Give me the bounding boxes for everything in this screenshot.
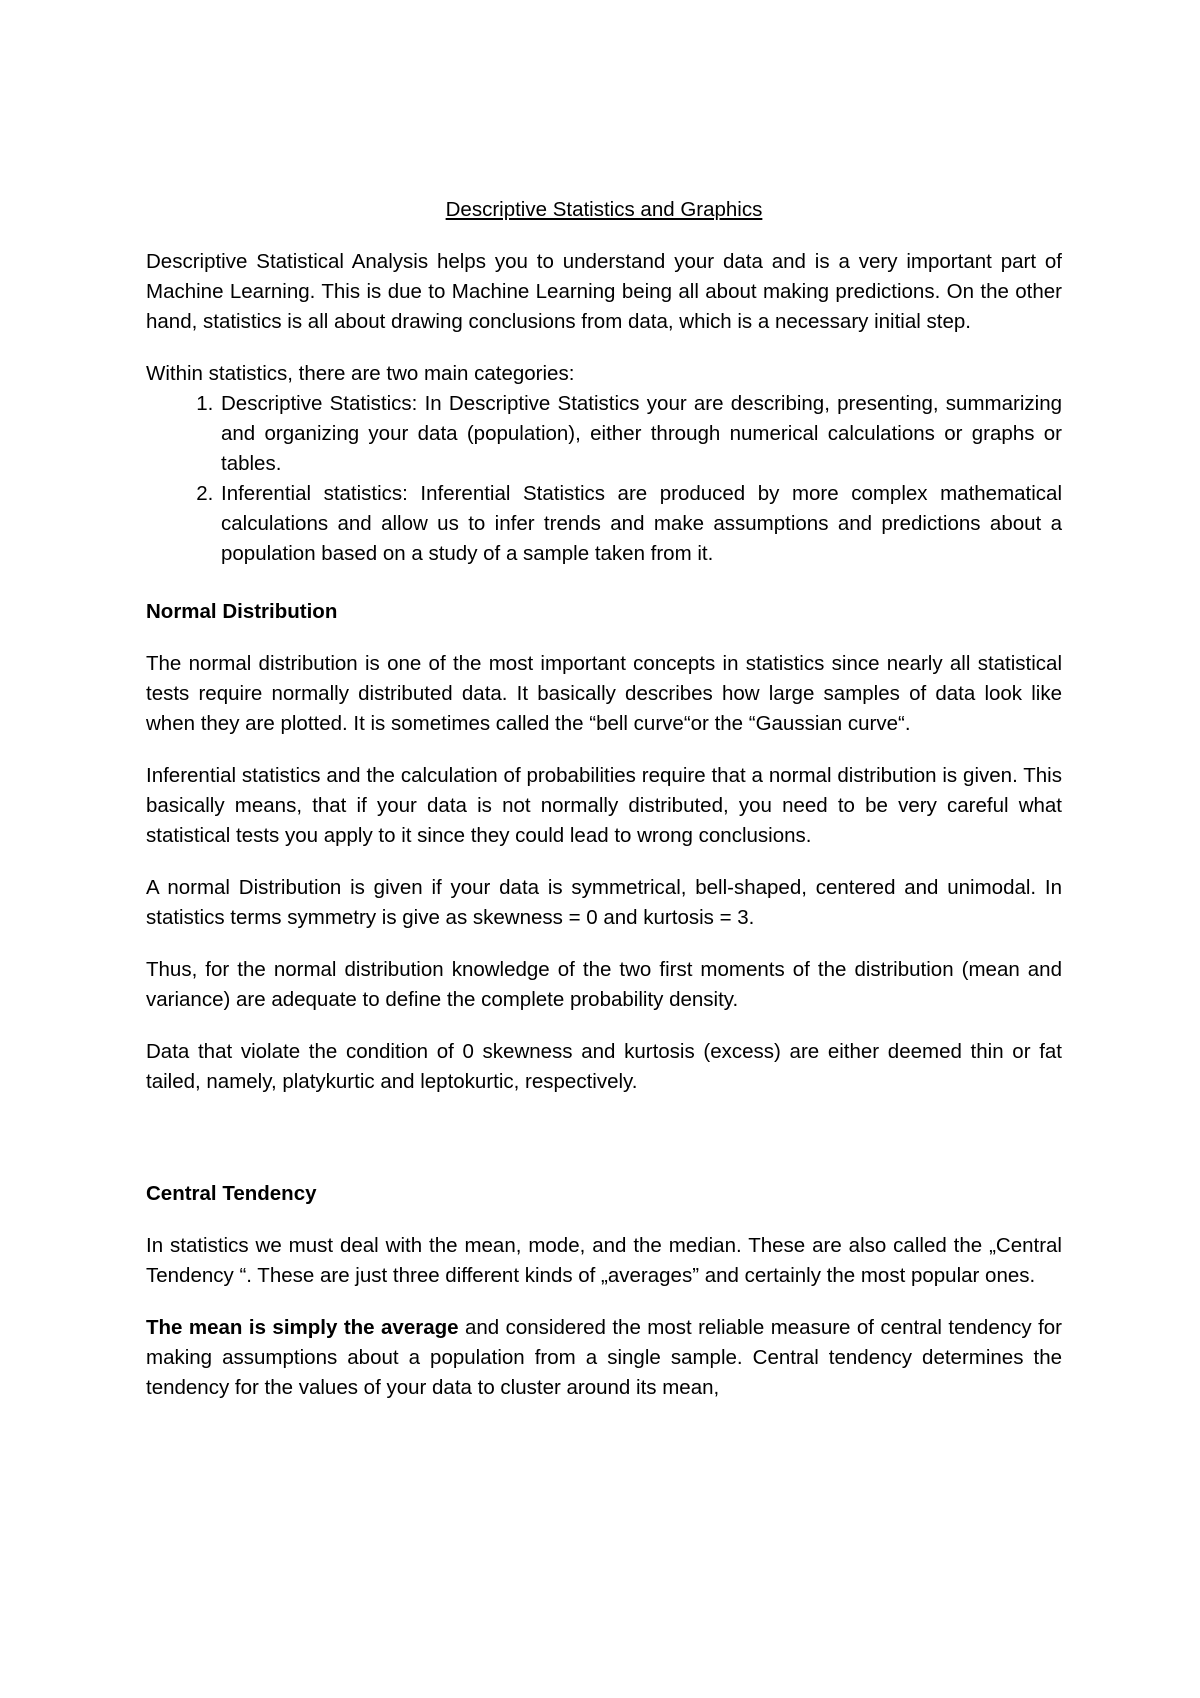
section-heading-central-tendency: Central Tendency	[146, 1182, 317, 1205]
paragraph-mean	[146, 1313, 1062, 1403]
paragraph: Data that violate the condition of 0 skewness and kurtosis (excess) are either deemed thin or fat tailed, namely, platykurtic and leptokurtic, respectively.	[146, 1040, 1062, 1093]
paragraph: In statistics we must deal with the mean, mode, and the median. These are also called the „Central Tendency “. These are just three different kinds of „averages” and certainly the most popular ones.	[146, 1234, 1062, 1287]
list-item: 2. Inferential statistics: Inferential Statistics are produced by more complex mathematical calculations and allow us to infer trends and make assumptions and predictions about a population based on a study of a sample taken from it.	[219, 479, 1062, 569]
list-item: 1. Descriptive Statistics: In Descriptive Statistics your are describing, presenting, summarizing and organizing your data (population), either through numerical calculations or graphs or tables.	[219, 389, 1062, 479]
document-page	[146, 195, 1062, 1425]
paragraph-text: and considered the most reliable measure of central tendency for making assumptions about a population from a single sample. Central tendency determines the tendency for the values of your data to cluster around its mean,	[146, 1316, 1062, 1399]
categories-list	[146, 389, 1062, 569]
intro-paragraph: Descriptive Statistical Analysis helps you to understand your data and is a very important part of Machine Learning. This is due to Machine Learning being all about making predictions. On the other hand, statistics is all about drawing conclusions from data, which is a necessary initial step.	[146, 250, 1062, 333]
paragraph: A normal Distribution is given if your data is symmetrical, bell-shaped, centered and unimodal. In statistics terms symmetry is give as skewness = 0 and kurtosis = 3.	[146, 876, 1062, 929]
blank-space	[146, 1119, 1062, 1179]
document-title: Descriptive Statistics and Graphics	[445, 198, 763, 221]
paragraph: The normal distribution is one of the most important concepts in statistics since nearly all statistical tests require normally distributed data. It basically describes how large samples of data look like when they are plotted. It is sometimes called the “bell curve“or the “Gaussian curve“.	[146, 652, 1062, 735]
categories-intro: Within statistics, there are two main categories:	[146, 362, 575, 385]
paragraph: Thus, for the normal distribution knowledge of the two first moments of the distribution (mean and variance) are adequate to define the complete probability density.	[146, 958, 1062, 1011]
section-heading-normal-distribution: Normal Distribution	[146, 600, 338, 623]
bold-phrase: The mean is simply the average	[146, 1316, 459, 1339]
paragraph: Inferential statistics and the calculation of probabilities require that a normal distribution is given. This basically means, that if your data is not normally distributed, you need to be very careful what statistical tests you apply to it since they could lead to wrong conclusions.	[146, 764, 1062, 847]
